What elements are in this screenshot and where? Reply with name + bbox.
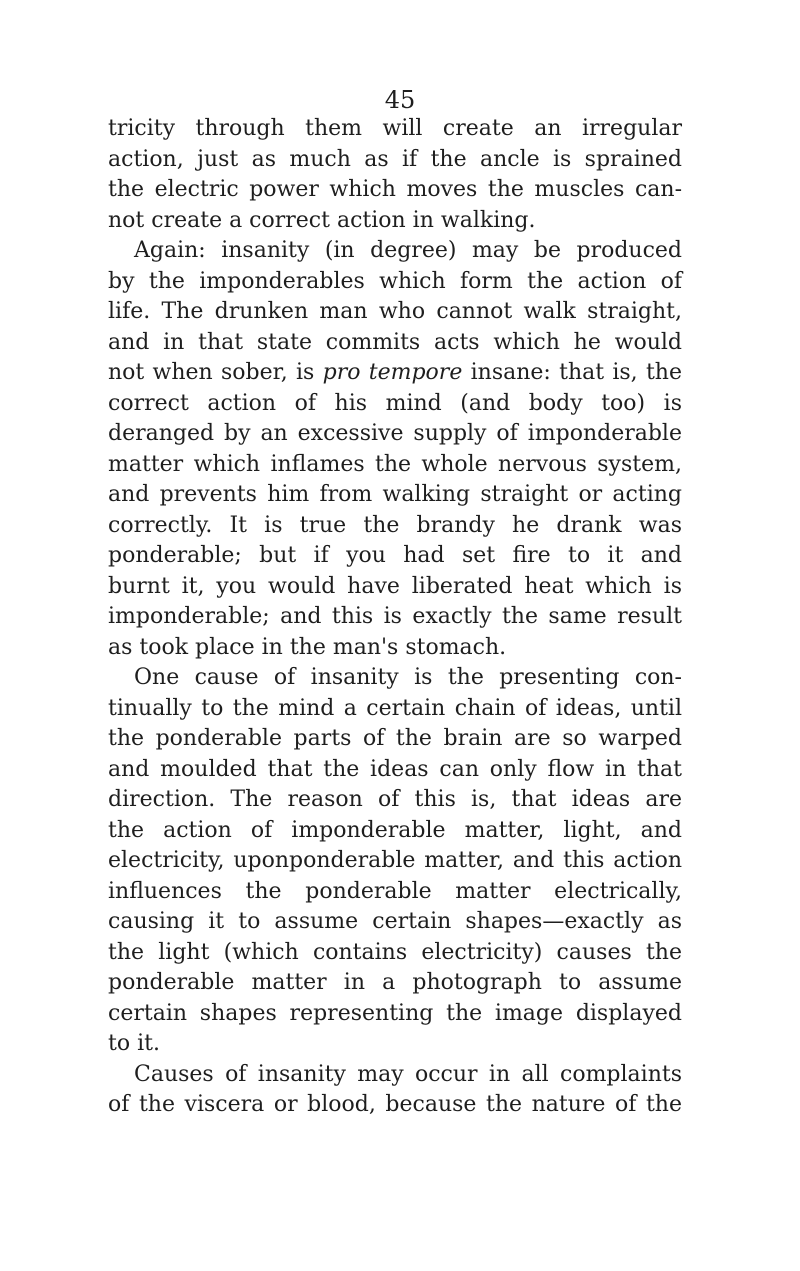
text-line: deranged by an excessive supply of imponderable xyxy=(108,421,682,446)
text-line: of the viscera or blood, because the nature of the xyxy=(108,1092,682,1117)
text-line: direction. The reason of this is, that ideas are xyxy=(108,787,682,812)
text-line: life. The drunken man who cannot walk straight, xyxy=(108,299,682,324)
text-line xyxy=(108,358,682,389)
text-line: One cause of insanity is the presenting con- xyxy=(134,665,682,690)
text-fragment: not when sober, is xyxy=(108,360,323,385)
text-line: and in that state commits acts which he would xyxy=(108,329,682,355)
text-line: the action of imponderable matter, light, and xyxy=(108,817,682,843)
text-line: matter which inflames the whole nervous system, xyxy=(108,451,682,477)
body-text xyxy=(108,114,682,1121)
text-line: tricity through them will create an irregular xyxy=(108,116,682,141)
text-line: causing it to assume certain shapes—exactly as xyxy=(108,909,682,934)
text-line: the light (which contains electricity) causes the xyxy=(108,939,682,965)
text-line: correct action of his mind (and body too) is xyxy=(108,390,682,416)
text-fragment: insane: that is, the xyxy=(462,360,682,385)
page-number: 45 xyxy=(384,86,416,114)
text-line: and prevents him from walking straight or acting xyxy=(108,482,682,507)
text-line: as took place in the man's stomach. xyxy=(108,634,507,660)
text-line: correctly. It is true the brandy he drank was xyxy=(108,512,682,538)
text-line: imponderable; and this is exactly the same result xyxy=(108,604,682,629)
text-line: the ponderable parts of the brain are so warped xyxy=(108,726,682,751)
text-line: Causes of insanity may occur in all complaints xyxy=(134,1061,682,1087)
text-line: burnt it, you would have liberated heat which is xyxy=(108,573,682,599)
text-line: influences the ponderable matter electrically, xyxy=(108,878,682,904)
text-line: to it. xyxy=(108,1031,160,1056)
text-line: Again: insanity (in degree) may be produced xyxy=(134,238,682,263)
text-line: the electric power which moves the muscles can- xyxy=(108,177,682,202)
text-line: ponderable; but if you had set fire to it and xyxy=(108,543,682,568)
text-line: electricity, uponponderable matter, and this action xyxy=(108,848,682,873)
text-line: action, just as much as if the ancle is sprained xyxy=(108,146,682,172)
text-line: certain shapes representing the image displayed xyxy=(108,1000,682,1026)
italic-phrase: pro tempore xyxy=(322,360,463,385)
text-line: tinually to the mind a certain chain of ideas, until xyxy=(108,695,682,721)
text-line: ponderable matter in a photograph to assume xyxy=(108,970,682,995)
text-line: not create a correct action in walking. xyxy=(108,207,536,233)
text-line: by the imponderables which form the action of xyxy=(108,268,682,294)
text-line: and moulded that the ideas can only flow in that xyxy=(108,756,682,782)
